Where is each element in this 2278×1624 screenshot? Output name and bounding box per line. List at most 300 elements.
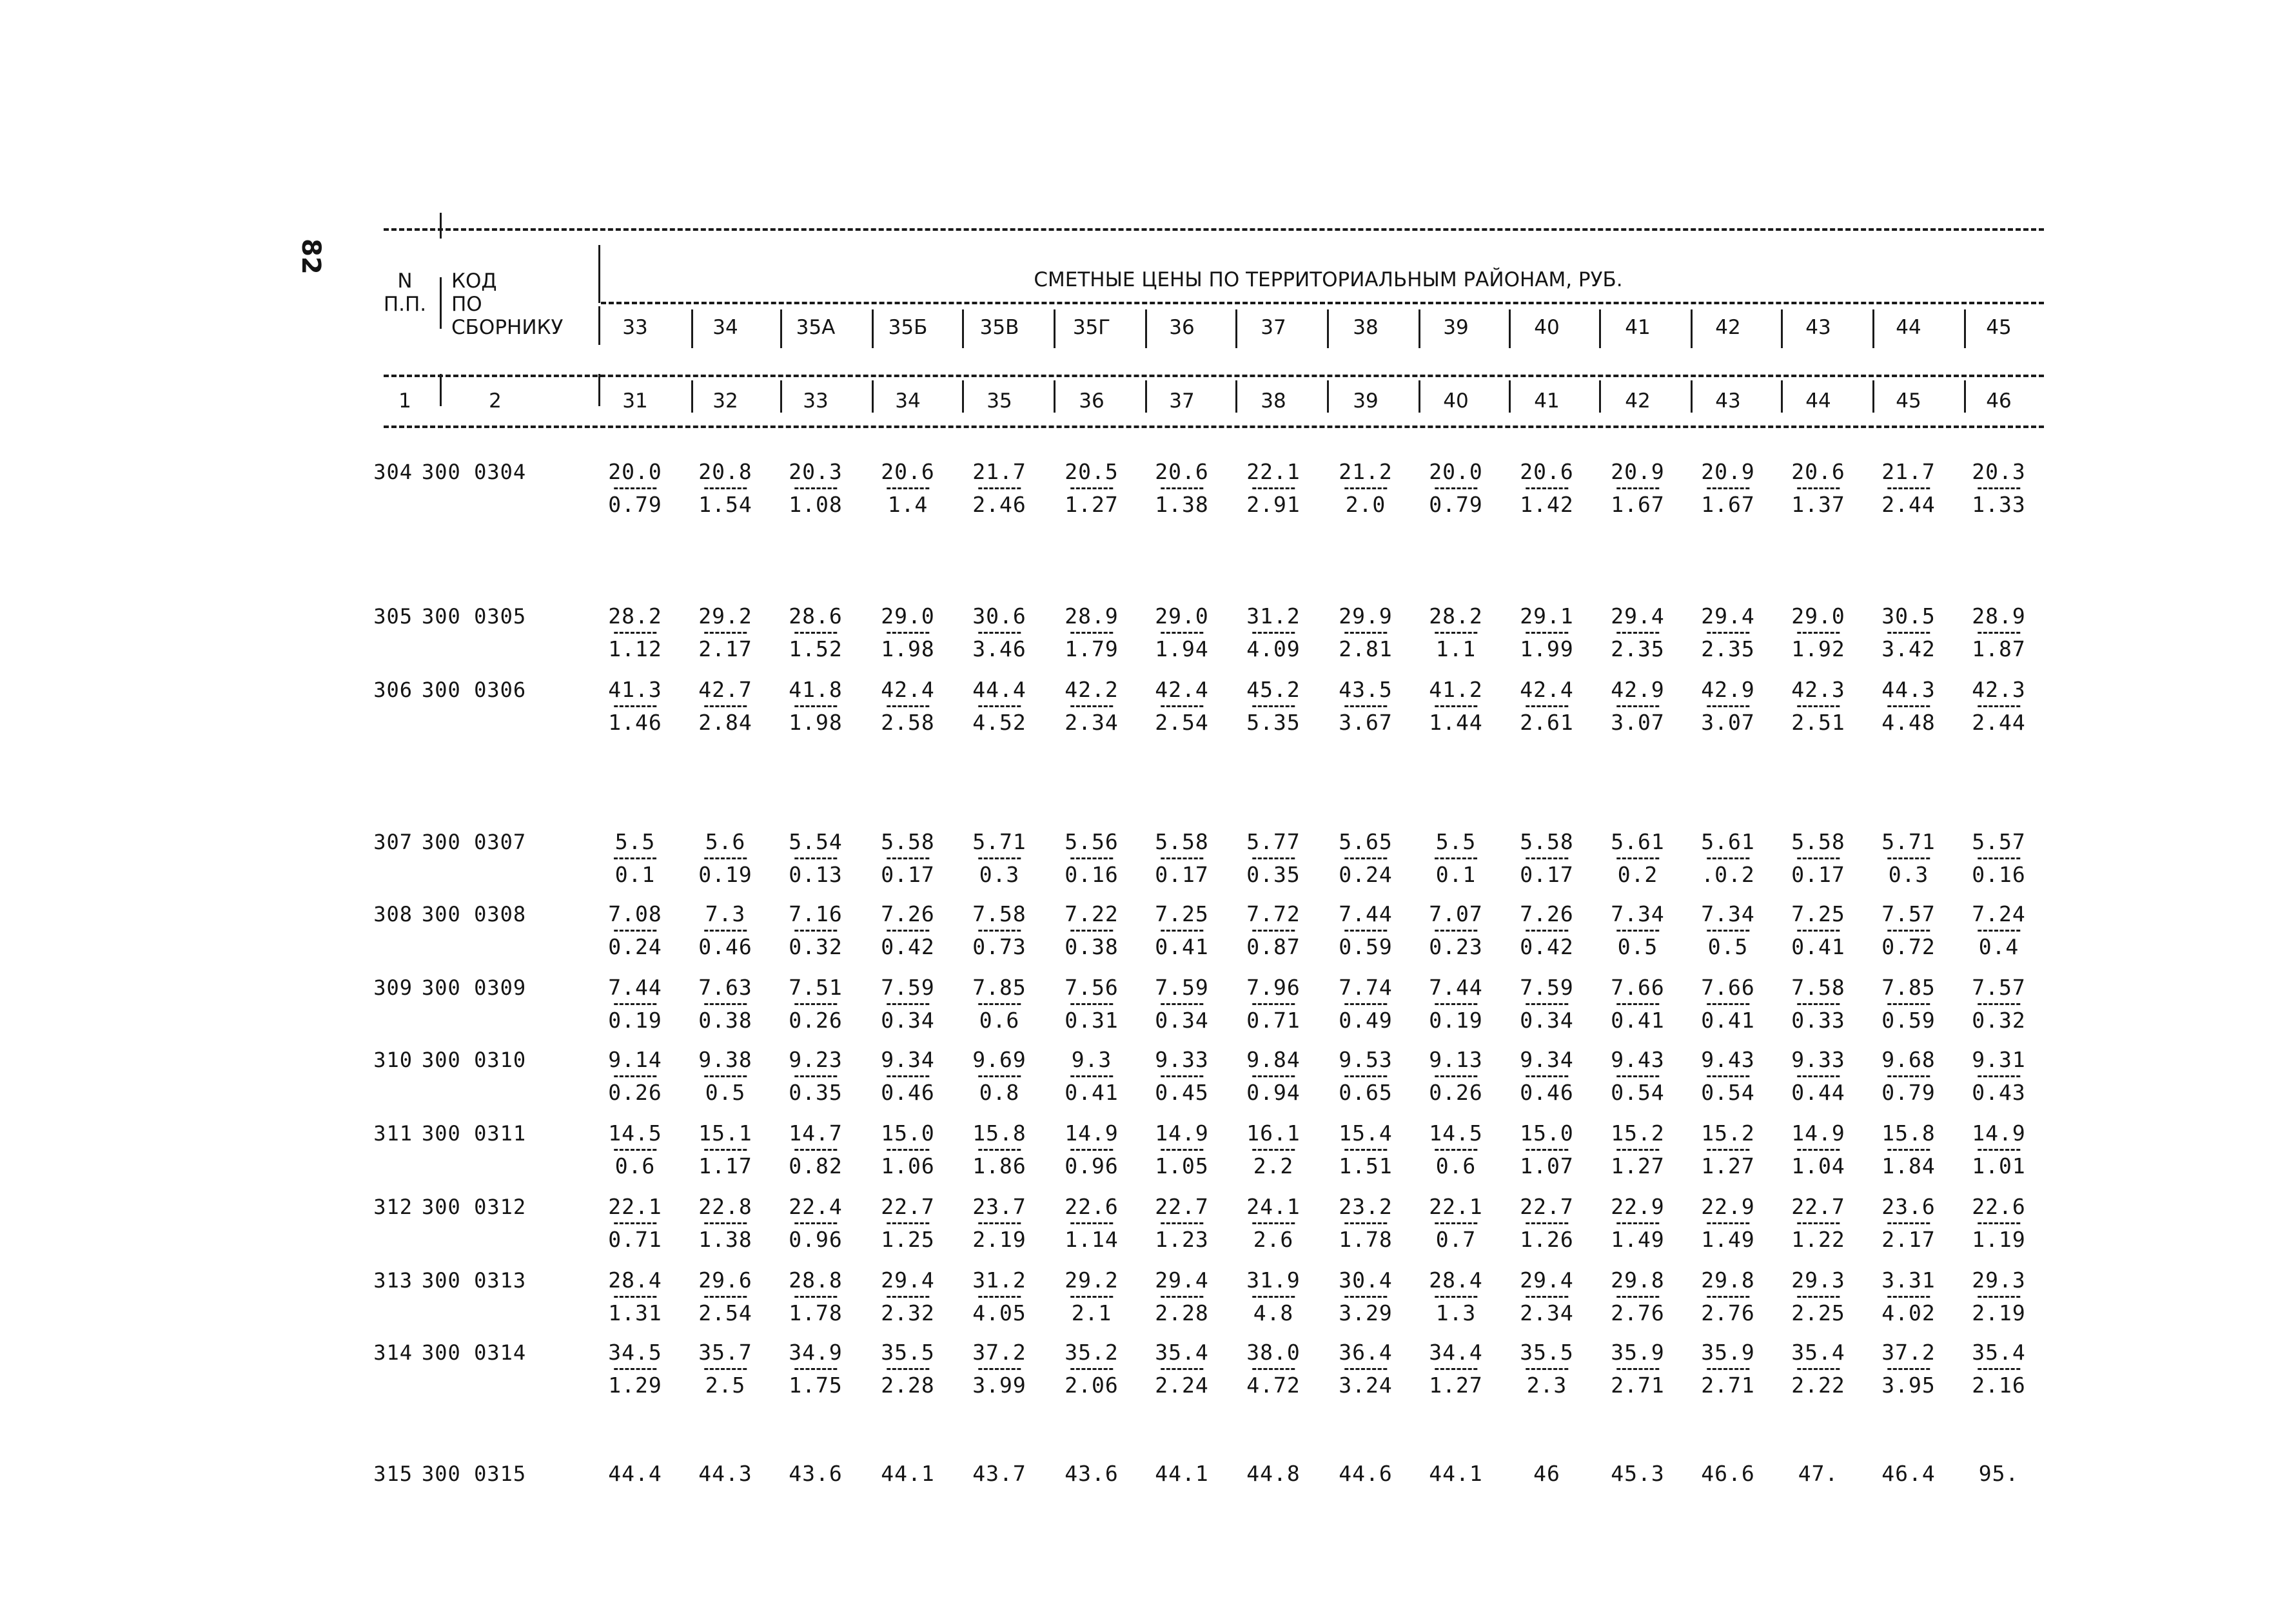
- col-code-header: КОД ПО СБОРНИКУ: [451, 269, 564, 339]
- fraction-rule: [794, 930, 837, 932]
- header-separator-district: [1054, 380, 1056, 413]
- price-sub-value: 3.29: [1339, 1300, 1393, 1326]
- price-value: 7.59: [1520, 975, 1574, 1000]
- fraction-rule: [1707, 705, 1749, 707]
- col-number-1: 1: [398, 389, 411, 413]
- price-value: 5.5: [614, 829, 656, 854]
- price-cell: [1791, 1341, 1845, 1397]
- fraction-rule: [1161, 1222, 1203, 1224]
- price-sub-value: 2.44: [1881, 492, 1936, 517]
- price-cell: [1791, 903, 1845, 959]
- price-sub-value: 3.46: [972, 636, 1026, 661]
- price-cell: [1339, 460, 1392, 516]
- price-value: 5.61: [1701, 829, 1755, 854]
- header-separator-district: [1964, 309, 1966, 348]
- price-value: 7.34: [1701, 901, 1755, 926]
- header-top-rule: [384, 228, 2044, 231]
- price-sub-value: 3.24: [1339, 1373, 1393, 1398]
- header-separator-district: [1235, 309, 1237, 348]
- fraction-rule: [1707, 857, 1749, 859]
- header-separator-district: [1419, 380, 1420, 413]
- price-cell: [1155, 976, 1208, 1032]
- price-value: 29.3: [1972, 1267, 2026, 1293]
- district-header-6: 35Г: [1072, 316, 1111, 339]
- price-cell: [1611, 1122, 1664, 1178]
- price-value: 36.4: [1339, 1340, 1393, 1365]
- price-value: 5.58: [1791, 829, 1845, 854]
- price-cell: [1881, 605, 1935, 661]
- fraction-rule: [1707, 1222, 1749, 1224]
- price-sub-value: 1.1: [1435, 636, 1477, 661]
- price-value: 35.9: [1701, 1340, 1755, 1365]
- price-value: 5.5: [1435, 829, 1477, 854]
- price-value: 7.58: [1791, 975, 1845, 1000]
- price-cell: [789, 460, 842, 516]
- price-value: 22.9: [1701, 1194, 1755, 1219]
- price-cell: [1246, 1195, 1300, 1251]
- fraction-rule: [1797, 705, 1840, 707]
- price-cell: [1972, 1195, 2025, 1251]
- fraction-rule: [1707, 1368, 1749, 1370]
- price-sub-value: 0.38: [698, 1008, 752, 1033]
- price-value: 29.4: [1155, 1267, 1209, 1293]
- price-cell: [1881, 1122, 1935, 1178]
- fraction-rule: [1526, 930, 1568, 932]
- price-value: 7.66: [1611, 975, 1665, 1000]
- price-sub-value: 2.71: [1611, 1373, 1665, 1398]
- price-cell: [1881, 1195, 1935, 1251]
- header-separator-district: [1599, 380, 1601, 413]
- fraction-rule: [1435, 705, 1477, 707]
- column-number-18: 46: [1986, 389, 2012, 413]
- price-value: 29.2: [698, 603, 752, 629]
- fraction-rule: [1616, 1296, 1659, 1298]
- price-value: 42.3: [1972, 677, 2026, 702]
- price-cell: [1881, 1269, 1935, 1325]
- price-sub-value: 0.35: [789, 1080, 843, 1105]
- price-cell: [1701, 1195, 1754, 1251]
- price-cell: [608, 605, 662, 661]
- price-cell: [1065, 460, 1118, 516]
- price-cell: [972, 460, 1026, 516]
- price-sub-value: 1.86: [972, 1153, 1026, 1179]
- price-value: 22.7: [1155, 1194, 1209, 1219]
- header-separator-district: [1419, 309, 1420, 348]
- price-sub-value: 1.42: [1520, 492, 1574, 517]
- column-number-8: 36: [1079, 389, 1105, 413]
- fraction-rule: [1797, 1075, 1840, 1077]
- fraction-rule: [614, 1368, 656, 1370]
- price-value: 5.6: [705, 829, 746, 854]
- price-sub-value: 1.23: [1155, 1227, 1209, 1252]
- price-cell: [881, 460, 934, 516]
- fraction-rule: [1344, 1368, 1387, 1370]
- fraction-rule: [1887, 1222, 1930, 1224]
- price-sub-value: 0.45: [1155, 1080, 1209, 1105]
- row-number: 308: [373, 902, 413, 926]
- column-number-3: 31: [622, 389, 648, 413]
- price-value: 22.4: [789, 1194, 843, 1219]
- price-cell: [1701, 678, 1754, 734]
- row-code: 300 0307: [422, 830, 527, 854]
- fraction-rule: [704, 1368, 747, 1370]
- price-cell: [1155, 678, 1208, 734]
- row-label: [361, 1341, 526, 1364]
- price-sub-value: 3.95: [1881, 1373, 1936, 1398]
- price-cell: [1798, 1462, 1839, 1485]
- fraction-rule: [1161, 1296, 1203, 1298]
- column-number-11: 39: [1353, 389, 1379, 413]
- fraction-rule: [1435, 1368, 1477, 1370]
- price-value: 44.1: [881, 1461, 935, 1486]
- fraction-rule: [1161, 1368, 1203, 1370]
- fraction-rule: [1252, 632, 1295, 634]
- price-value: 5.56: [1065, 829, 1119, 854]
- price-value: 9.31: [1972, 1047, 2026, 1072]
- row-number: 313: [373, 1268, 413, 1293]
- price-cell: [972, 1048, 1026, 1104]
- price-sub-value: 0.43: [1972, 1080, 2026, 1105]
- price-value: 9.33: [1155, 1047, 1209, 1072]
- price-sub-value: 1.44: [1429, 710, 1483, 735]
- price-value: 29.8: [1701, 1267, 1755, 1293]
- price-value: 20.6: [1520, 459, 1574, 484]
- price-sub-value: 0.79: [1881, 1080, 1936, 1105]
- fraction-rule: [614, 487, 656, 489]
- fraction-rule: [1252, 930, 1295, 932]
- price-cell: [789, 1269, 842, 1325]
- price-value: 7.26: [1520, 901, 1574, 926]
- price-cell: [608, 1341, 662, 1397]
- fraction-rule: [614, 1296, 656, 1298]
- fraction-rule: [887, 1149, 929, 1151]
- price-cell: [1065, 830, 1118, 886]
- price-cell: [1155, 1269, 1208, 1325]
- price-sub-value: 1.38: [1155, 492, 1209, 517]
- price-cell: [881, 1462, 934, 1485]
- price-sub-value: 1.07: [1520, 1153, 1574, 1179]
- price-sub-value: 0.34: [1155, 1008, 1209, 1033]
- fraction-rule: [1978, 632, 2020, 634]
- fraction-rule: [978, 487, 1021, 489]
- price-sub-value: 3.07: [1611, 710, 1665, 735]
- price-value: 5.71: [1881, 829, 1936, 854]
- price-cell: [1246, 1048, 1300, 1104]
- fraction-rule: [1252, 1003, 1295, 1005]
- fraction-rule: [614, 1222, 656, 1224]
- row-code: 300 0314: [422, 1340, 527, 1365]
- price-value: 31.2: [1246, 603, 1301, 629]
- fraction-rule: [887, 1075, 929, 1077]
- price-cell: [1972, 976, 2025, 1032]
- price-sub-value: 2.3: [1526, 1373, 1567, 1398]
- price-value: 7.24: [1972, 901, 2026, 926]
- header-separator-code: [598, 245, 600, 303]
- price-value: 35.7: [698, 1340, 752, 1365]
- price-cell: [1065, 1341, 1118, 1397]
- price-cell: [1429, 1341, 1482, 1397]
- row-label: [361, 1269, 526, 1292]
- price-cell: [1881, 1462, 1935, 1485]
- price-sub-value: 0.79: [608, 492, 662, 517]
- price-value: 29.6: [698, 1267, 752, 1293]
- price-sub-value: 0.54: [1701, 1080, 1755, 1105]
- price-sub-value: 1.25: [881, 1227, 935, 1252]
- price-sub-value: 0.5: [1617, 934, 1658, 959]
- fraction-rule: [1252, 1368, 1295, 1370]
- price-cell: [1155, 1048, 1208, 1104]
- fraction-rule: [887, 705, 929, 707]
- price-sub-value: 0.1: [614, 862, 656, 887]
- price-value: 20.0: [608, 459, 662, 484]
- header-separator-district: [872, 380, 874, 413]
- price-sub-value: 1.12: [608, 636, 662, 661]
- price-value: 20.3: [789, 459, 843, 484]
- price-cell: [789, 1048, 842, 1104]
- price-sub-value: 1.3: [1435, 1300, 1477, 1326]
- price-value: 38.0: [1246, 1340, 1301, 1365]
- price-sub-value: 1.22: [1791, 1227, 1845, 1252]
- header-separator-district: [872, 309, 874, 348]
- row-code: 300 0312: [422, 1195, 527, 1219]
- price-cell: [972, 903, 1026, 959]
- price-sub-value: 2.35: [1701, 636, 1755, 661]
- price-value: 14.9: [1972, 1120, 2026, 1146]
- price-value: 44.4: [972, 677, 1026, 702]
- price-sub-value: 1.67: [1701, 492, 1755, 517]
- price-cell: [1429, 976, 1482, 1032]
- fraction-rule: [1978, 1003, 2020, 1005]
- price-sub-value: 0.31: [1065, 1008, 1119, 1033]
- price-cell: [1520, 1122, 1573, 1178]
- price-sub-value: 2.58: [881, 710, 935, 735]
- price-value: 95.: [1978, 1461, 2019, 1486]
- row-label: [361, 1195, 526, 1218]
- price-cell: [881, 1341, 934, 1397]
- price-cell: [608, 1048, 662, 1104]
- price-cell: [614, 830, 656, 886]
- price-value: 28.2: [608, 603, 662, 629]
- price-sub-value: 2.17: [698, 636, 752, 661]
- price-value: 5.77: [1246, 829, 1301, 854]
- price-cell: [881, 903, 934, 959]
- price-sub-value: 1.17: [698, 1153, 752, 1179]
- price-cell: [1972, 1269, 2025, 1325]
- price-sub-value: 0.4: [1978, 934, 2019, 959]
- fraction-rule: [794, 1368, 837, 1370]
- price-value: 7.22: [1065, 901, 1119, 926]
- price-cell: [1701, 1048, 1754, 1104]
- header-separator-np: [440, 277, 442, 329]
- price-sub-value: 0.41: [1155, 934, 1209, 959]
- fraction-rule: [704, 1149, 747, 1151]
- price-sub-value: 2.84: [698, 710, 752, 735]
- price-cell: [1246, 1122, 1300, 1178]
- price-cell: [881, 976, 934, 1032]
- fraction-rule: [704, 857, 747, 859]
- price-value: 44.3: [1881, 677, 1936, 702]
- fraction-rule: [1161, 487, 1203, 489]
- price-value: 7.26: [881, 901, 935, 926]
- district-header-1: 33: [622, 316, 648, 339]
- fraction-rule: [794, 632, 837, 634]
- price-cell: [1533, 1462, 1560, 1485]
- price-sub-value: 0.33: [1791, 1008, 1845, 1033]
- price-value: 15.2: [1701, 1120, 1755, 1146]
- price-cell: [1339, 605, 1392, 661]
- price-sub-value: 4.48: [1881, 710, 1936, 735]
- price-value: 31.9: [1246, 1267, 1301, 1293]
- fraction-rule: [1616, 1075, 1659, 1077]
- fraction-rule: [1797, 1003, 1840, 1005]
- price-value: 7.34: [1611, 901, 1665, 926]
- district-header-13: 42: [1715, 316, 1741, 339]
- price-sub-value: 1.67: [1611, 492, 1665, 517]
- price-sub-value: 0.34: [881, 1008, 935, 1033]
- price-value: 7.51: [789, 975, 843, 1000]
- fraction-rule: [1707, 1075, 1749, 1077]
- price-value: 22.7: [1520, 1194, 1574, 1219]
- price-cell: [1791, 460, 1845, 516]
- price-cell: [698, 830, 752, 886]
- fraction-rule: [1707, 930, 1749, 932]
- fraction-rule: [1887, 705, 1930, 707]
- price-sub-value: 0.38: [1065, 934, 1119, 959]
- price-cell: [881, 678, 934, 734]
- price-sub-value: 0.94: [1246, 1080, 1301, 1105]
- fraction-rule: [1344, 930, 1387, 932]
- price-cell: [789, 1341, 842, 1397]
- price-value: 44.1: [1155, 1461, 1209, 1486]
- price-sub-value: 1.84: [1881, 1153, 1936, 1179]
- header-separator-district: [1509, 380, 1511, 413]
- price-value: 7.59: [881, 975, 935, 1000]
- price-cell: [1155, 1341, 1208, 1397]
- price-sub-value: 1.49: [1611, 1227, 1665, 1252]
- price-cell: [789, 976, 842, 1032]
- fraction-rule: [1435, 1149, 1477, 1151]
- district-header-11: 40: [1534, 316, 1560, 339]
- price-value: 9.14: [608, 1047, 662, 1072]
- price-sub-value: 4.8: [1253, 1300, 1294, 1326]
- price-sub-value: 1.98: [789, 710, 843, 735]
- price-cell: [1881, 830, 1935, 886]
- row-label: [361, 1048, 526, 1071]
- price-value: 7.44: [1429, 975, 1483, 1000]
- price-cell: [1429, 460, 1482, 516]
- fraction-rule: [887, 930, 929, 932]
- fraction-rule: [978, 632, 1021, 634]
- price-sub-value: 2.34: [1065, 710, 1119, 735]
- price-sub-value: 2.25: [1791, 1300, 1845, 1326]
- fraction-rule: [1797, 1149, 1840, 1151]
- price-value: 3.31: [1881, 1267, 1936, 1293]
- column-number-13: 41: [1534, 389, 1560, 413]
- fraction-rule: [1526, 1368, 1568, 1370]
- price-cell: [1520, 1195, 1573, 1251]
- price-cell: [1065, 1195, 1118, 1251]
- column-number-12: 40: [1443, 389, 1469, 413]
- price-value: 7.44: [608, 975, 662, 1000]
- price-sub-value: 2.17: [1881, 1227, 1936, 1252]
- fraction-rule: [1526, 1149, 1568, 1151]
- fraction-rule: [1978, 1222, 2020, 1224]
- price-cell: [1611, 903, 1664, 959]
- fraction-rule: [1161, 632, 1203, 634]
- price-cell: [1339, 1048, 1392, 1104]
- page-number: 82: [296, 239, 326, 275]
- fraction-rule: [978, 1222, 1021, 1224]
- price-cell: [972, 1341, 1026, 1397]
- price-sub-value: 1.54: [698, 492, 752, 517]
- price-value: 35.4: [1155, 1340, 1209, 1365]
- header-separator-district: [1509, 309, 1511, 348]
- price-sub-value: 1.31: [608, 1300, 662, 1326]
- price-sub-value: 0.44: [1791, 1080, 1845, 1105]
- price-cell: [608, 1122, 662, 1178]
- fraction-rule: [1344, 487, 1387, 489]
- price-value: 37.2: [972, 1340, 1026, 1365]
- price-cell: [789, 1122, 842, 1178]
- header-separator-district: [1691, 380, 1693, 413]
- price-cell: [698, 903, 752, 959]
- price-sub-value: 1.08: [789, 492, 843, 517]
- price-value: 44.6: [1339, 1461, 1393, 1486]
- price-sub-value: 1.4: [887, 492, 928, 517]
- fraction-rule: [1252, 1149, 1295, 1151]
- fraction-rule: [1161, 1003, 1203, 1005]
- price-value: 23.6: [1881, 1194, 1936, 1219]
- fraction-rule: [1070, 1296, 1113, 1298]
- price-value: 7.63: [698, 975, 752, 1000]
- price-sub-value: 1.14: [1065, 1227, 1119, 1252]
- fraction-rule: [704, 705, 747, 707]
- price-value: 41.3: [608, 677, 662, 702]
- fraction-rule: [978, 930, 1021, 932]
- price-sub-value: 1.29: [608, 1373, 662, 1398]
- fraction-rule: [704, 1075, 747, 1077]
- fraction-rule: [1161, 1149, 1203, 1151]
- price-sub-value: 2.06: [1065, 1373, 1119, 1398]
- price-cell: [1246, 1341, 1300, 1397]
- header-sub-rule: [384, 375, 2044, 377]
- price-cell: [1520, 1048, 1573, 1104]
- price-sub-value: 0.16: [1065, 862, 1119, 887]
- price-value: 7.25: [1791, 901, 1845, 926]
- fraction-rule: [1344, 1222, 1387, 1224]
- price-sub-value: 2.22: [1791, 1373, 1845, 1398]
- price-cell: [1520, 1341, 1573, 1397]
- column-number-6: 34: [895, 389, 921, 413]
- price-value: 15.2: [1611, 1120, 1665, 1146]
- price-value: 43.5: [1339, 677, 1393, 702]
- price-value: 28.8: [789, 1267, 843, 1293]
- price-sub-value: 2.6: [1253, 1227, 1294, 1252]
- price-value: 9.69: [972, 1047, 1026, 1072]
- fraction-rule: [1978, 930, 2020, 932]
- price-cell: [1972, 1122, 2025, 1178]
- price-cell: [1429, 605, 1482, 661]
- price-value: 28.2: [1429, 603, 1483, 629]
- price-sub-value: 0.35: [1246, 862, 1301, 887]
- row-number: 311: [373, 1121, 413, 1146]
- price-sub-value: 1.37: [1791, 492, 1845, 517]
- price-value: 42.7: [698, 677, 752, 702]
- price-cell: [1429, 1195, 1482, 1251]
- fraction-rule: [614, 1003, 656, 1005]
- price-cell: [1246, 605, 1300, 661]
- district-rule: [601, 302, 2044, 304]
